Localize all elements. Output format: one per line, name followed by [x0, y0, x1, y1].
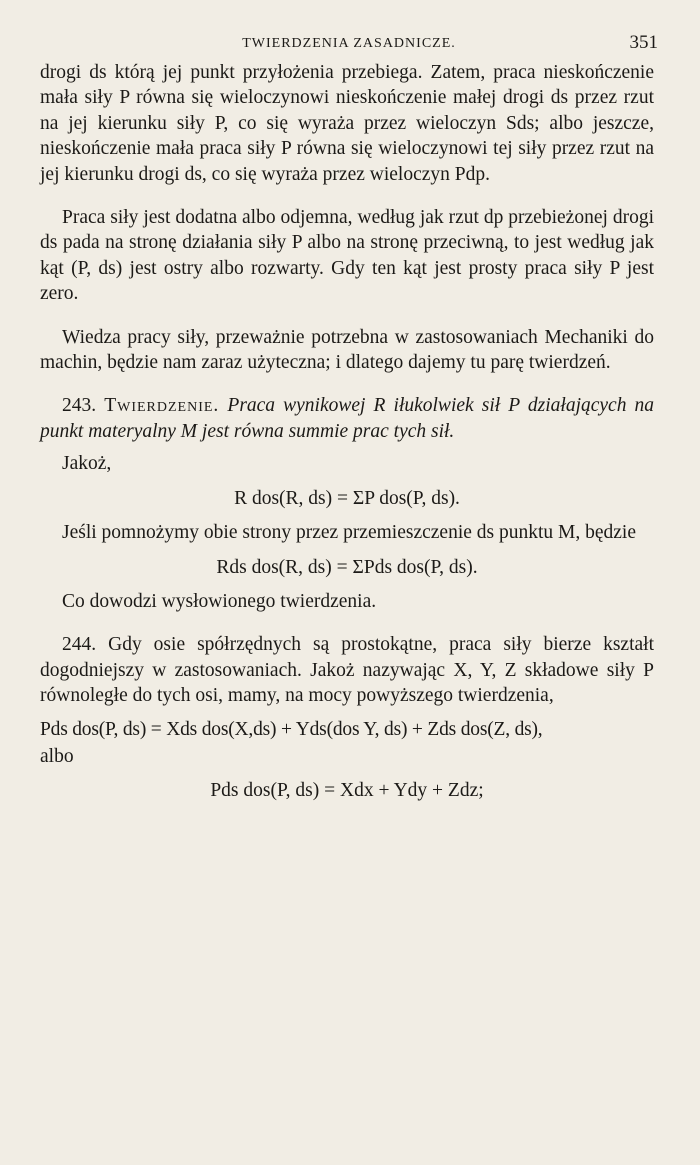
- theorem-number: 243.: [62, 395, 97, 417]
- formula-2: Rds dos(R, ds) = ΣPds dos(P, ds).: [216, 556, 478, 578]
- theorem-text: Praca wynikowej R iłukolwiek sił P działających na punkt materyalny M jest równa summie prac tych sił.: [40, 395, 655, 442]
- theorem-label: Twierdzenie.: [104, 395, 220, 417]
- paragraph-work-sign: Praca siły jest dodatna albo odjemna, według jak rzut dp przebieżonej drogi ds pada na stronę działania siły P albo na stronę przeciwną, to jest według jak kąt (P, ds) jest ostry albo rozwarty. Gdy ten kąt jest prosty praca siły P jest zero.: [40, 207, 654, 305]
- paragraph-jakoz: Jakoż,: [62, 453, 112, 475]
- paragraph-albo: albo: [40, 745, 74, 767]
- paragraph-proof-end: Co dowodzi wysłowionego twierdzenia.: [62, 590, 377, 612]
- theorem-243: [40, 393, 654, 444]
- page-number: 351: [629, 32, 658, 53]
- formula-1: R dos(R, ds) = ΣP dos(P, ds).: [234, 487, 460, 509]
- formula-3: Pds dos(P, ds) = Xds dos(X,ds) + Yds(dos Y, ds) + Zds dos(Z, ds),: [40, 718, 543, 740]
- paragraph-work-definition: drogi ds którą jej punkt przyłożenia przebiega. Zatem, praca nieskończenie mała siły P równa się wieloczynowi nieskończenie małej drogi ds przez rzut na jej kierunku siły P, co się wyraża przez wieloczyn Sds; albo jeszcze, nieskończenie mała praca siły P równa się wieloczynowi tej siły przez rzut na jej kierunku drogi ds, co się wyraża przez wieloczyn Pdp.: [40, 62, 654, 185]
- running-head: TWIERDZENIA ZASADNICZE.: [242, 36, 456, 51]
- paragraph-work-usefulness: Wiedza pracy siły, przeważnie potrzebna w zastosowaniach Mechaniki do machin, będzie nam zaraz użyteczna; i dlatego dajemy tu parę twierdzeń.: [40, 326, 654, 374]
- page-body: [40, 60, 654, 813]
- paragraph-multiply: Jeśli pomnożymy obie strony przez przemieszczenie ds punktu M, będzie: [62, 522, 636, 544]
- paragraph-244: 244. Gdy osie spółrzędnych są prostokątne, praca siły bierze kształt dogodniejszy w zastosowaniach. Jakoż nazywając X, Y, Z składowe siły P równoległe do tych osi, mamy, na mocy powyższego twierdzenia,: [40, 634, 654, 707]
- formula-4: Pds dos(P, ds) = Xdx + Ydy + Zdz;: [210, 780, 484, 802]
- page-header: [40, 32, 658, 56]
